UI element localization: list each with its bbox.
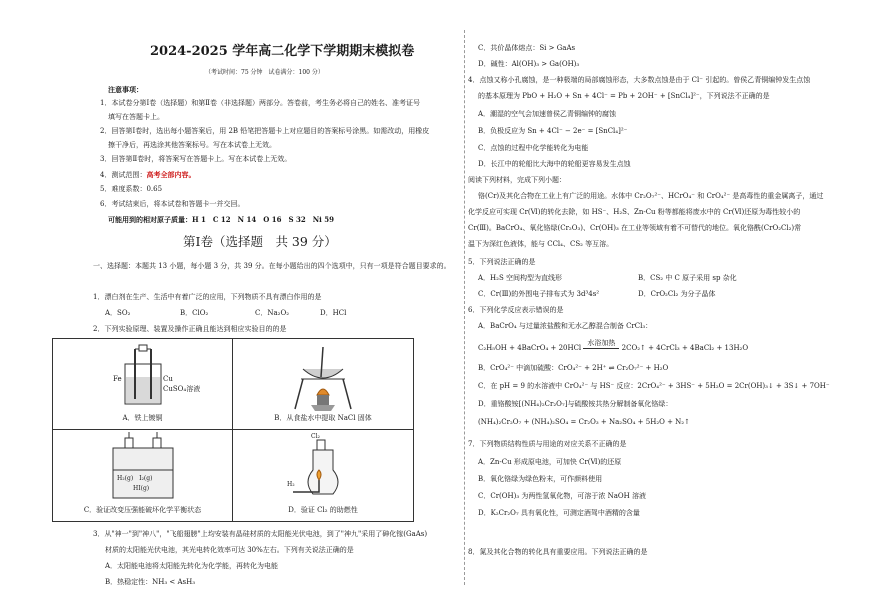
material-3: Cr(Ⅲ)。BaCrO₄、氧化铬绿(Cr₂O₃)、Cr(OH)₃ 在工业等领域有着不可替代的地位。氧化铬酰(CrO₂Cl₂)常 <box>468 224 802 232</box>
q1-option-b: B．ClO₂ <box>180 309 209 317</box>
q4-option-d: D．长江中的轮船比大海中的轮船更容易发生点蚀 <box>478 160 631 168</box>
q6-eq-left: C₂H₅OH + 4BaCrO₄ + 20HCl <box>478 344 582 352</box>
atomic-masses: 可能用到的相对原子质量：H 1 C 12 N 14 O 16 S 32 Ni 59 <box>108 215 334 224</box>
note-4 <box>100 170 195 180</box>
q7-option-b: B．氧化铬绿为绿色粉末，可作颜料使用 <box>478 475 603 483</box>
column-divider <box>464 30 465 585</box>
q1-option-c: C．Na₂O₂ <box>255 309 290 317</box>
cu-label: Cu <box>163 375 173 383</box>
q4-stem-2: 的基本原理为 PbO + H₂O + Sn + 4Cl⁻ = Pb + 2OH⁻ + [SnCl₄]²⁻，下列说法不正确的是 <box>478 92 770 100</box>
reading-intro: 阅读下列材料，完成下列小题： <box>468 176 566 184</box>
q6-option-d-2: (NH₄)₂Cr₂O₇ + (NH₄)₂SO₄ = Cr₂O₃ + Na₂SO₄ + 5H₂O + N₂↑ <box>478 418 690 426</box>
q4-stem-1: 4．点蚀又称小孔腐蚀，是一种极端的局部腐蚀形态，大多数点蚀是由于 Cl⁻ 引起的。曾侯乙青铜编钟发生点蚀 <box>468 76 811 84</box>
q6-option-a: A．BaCrO₄ 与过量浓盐酸和无水乙醇混合制备 CrCl₃： <box>478 322 653 330</box>
q2-caption-b: B．从食盐水中提取 NaCl 固体 <box>274 414 372 422</box>
q7-stem: 7．下列物质结构性质与用途的对应关系不正确的是 <box>468 440 627 448</box>
q7-option-c: C．Cr(OH)₃ 为两性氢氧化物，可溶于浓 NaOH 溶液 <box>478 492 646 500</box>
q5-option-b: B．CS₂ 中 C 原子采用 sp 杂化 <box>638 274 737 282</box>
q3-stem-2: 材质的太阳能光伏电池，其光电转化效率可达 30%左右。下列有关说法正确的是 <box>105 546 354 554</box>
q5-option-d: D．CrO₂Cl₂ 为分子晶体 <box>638 290 716 298</box>
q6-equation-a <box>478 339 749 354</box>
q6-option-d-1: D．重铬酸铵[(NH₄)₂Cr₂O₇]与硫酸铵共热分解制备氧化铬绿： <box>478 400 673 408</box>
note-5: 5．难度系数：0.65 <box>100 185 163 193</box>
cuso4-label: CuSO₄溶液 <box>163 385 201 393</box>
q6-stem: 6．下列化学反应表示错误的是 <box>468 306 564 314</box>
cl2-label: Cl₂ <box>311 433 320 440</box>
q2-apparatus-grid <box>52 338 414 522</box>
q1-option-d: D．HCl <box>320 309 347 317</box>
h2-i2-label: H₂(g) I₂(g) <box>117 475 153 482</box>
q3-option-d: D．碱性：Al(OH)₃ > Ga(OH)₃ <box>478 60 580 68</box>
q5-option-a: A．H₂S 空间构型为直线形 <box>478 274 562 282</box>
h2-label: H₂ <box>287 481 295 488</box>
q6-option-c: C．在 pH = 9 的水溶液中 CrO₄²⁻ 与 HS⁻ 反应：2CrO₄²⁻ + 3HS⁻ + 5H₂O = 2Cr(OH)₃↓ + 3S↓ + 7OH⁻ <box>478 382 830 390</box>
fe-label: Fe <box>113 375 122 383</box>
note-4-label: 4．测试范围： <box>100 171 147 179</box>
material-2: 化学反应可实现 Cr(Ⅵ)的转化去除，如 HS⁻、H₂S、Zn-Cu 粉等都能将废水中的 Cr(Ⅵ)还原为毒性较小的 <box>468 208 801 216</box>
note-6: 6．考试结束后，将本试卷和答题卡一并交回。 <box>100 200 245 208</box>
q2-caption-d: D．验证 Cl₂ 的助燃性 <box>288 506 358 514</box>
q3-option-a: A．太阳能电池将太阳能先转化为化学能，再转化为电能 <box>105 562 279 570</box>
q2-cell-c <box>53 430 233 521</box>
q8-stem: 8．氮及其化合物的转化具有重要应用。下列说法正确的是 <box>468 548 648 556</box>
notes-heading: 注意事项： <box>108 85 143 94</box>
q2-caption-a: A．铁上镀铜 <box>122 414 163 422</box>
material-1: 铬(Cr)及其化合物在工业上有广泛的用途。水体中 Cr₂O₇²⁻、HCrO₄⁻ 和 CrO₄²⁻ 是高毒性的重金属离子，通过 <box>478 192 824 200</box>
hi-label: HI(g) <box>133 485 150 492</box>
note-1b: 填写在答题卡上。 <box>108 113 164 121</box>
q5-option-c: C．Cr(Ⅲ)的外围电子排布式为 3d³4s² <box>478 290 600 298</box>
q2-caption-c: C．验证改变压强能破坏化学平衡状态 <box>83 506 202 514</box>
q7-option-a: A．Zn-Cu 形成原电池，可加快 Cr(Ⅵ)的还原 <box>478 458 622 466</box>
q3-option-c: C．共价晶体熔点：Si > GaAs <box>478 44 576 52</box>
section-intro: 一、选择题：本题共 13 小题，每小题 3 分，共 39 分。在每小题给出的四个选项中，只有一项是符合题目要求的。 <box>93 262 451 270</box>
q6-option-b: B．CrO₄²⁻ 中滴加硫酸：CrO₄²⁻ + 2H⁺ ⇌ Cr₂O₇²⁻ + H₂O <box>478 364 669 372</box>
exam-subtitle: （考试时间：75 分钟 试卷满分：100 分） <box>205 69 324 76</box>
q4-option-b: B．负极反应为 Sn + 4Cl⁻ − 2e⁻ = [SnCl₄]²⁻ <box>478 127 628 135</box>
note-4-scope: 高考全部内容。 <box>146 170 196 179</box>
note-1a: 1．本试卷分第Ⅰ卷（选择题）和第Ⅱ卷（非选择题）两部分。答卷前，考生务必将自己的姓名、准考证号 <box>100 99 420 107</box>
q6-eq-right: 2CO₂↑ + 4CrCl₃ + 4BaCl₂ + 13H₂O <box>621 344 749 352</box>
q2-cell-a <box>53 339 233 430</box>
q2-cell-b <box>233 339 413 430</box>
material-4: 温下为深红色液体，能与 CCl₄、CS₂ 等互溶。 <box>468 240 614 248</box>
q1-stem: 1．漂白剂在生产、生活中有着广泛的应用，下列物质不具有漂白作用的是 <box>93 293 322 301</box>
note-2b: 擦干净后，再选涂其他答案标号。写在本试卷上无效。 <box>108 141 276 149</box>
q7-option-d: D．K₂Cr₂O₇ 具有氧化性，可测定酒驾中酒精的含量 <box>478 509 640 517</box>
q5-stem: 5．下列说法正确的是 <box>468 258 536 266</box>
q2-cell-d <box>233 430 413 521</box>
q1-option-a: A．SO₂ <box>105 309 131 317</box>
q6-eq-condition: 水浴加热 <box>583 339 619 349</box>
q4-option-c: C．点蚀的过程中化学能转化为电能 <box>478 144 589 152</box>
exam-title: 2024-2025 学年高二化学下学期期末模拟卷 <box>150 44 415 59</box>
q3-option-b: B．热稳定性：NH₃ < AsH₃ <box>105 578 196 586</box>
section-title: 第Ⅰ卷（选择题 共 39 分） <box>183 234 337 249</box>
q4-option-a: A．潮湿的空气会加速曾侯乙青铜编钟的腐蚀 <box>478 110 617 118</box>
note-3: 3．回答第Ⅱ卷时，将答案写在答题卡上。写在本试卷上无效。 <box>100 155 292 163</box>
note-2a: 2．回答第Ⅰ卷时，选出每小题答案后，用 2B 铅笔把答题卡上对应题目的答案标号涂黑。如需改动，用橡皮 <box>100 127 430 135</box>
q2-stem: 2．下列实验原理、装置及操作正确且能达到相应实验目的的是 <box>93 325 287 333</box>
q3-stem-1: 3．从"神一"到"神八"，"飞船翅膀"上均安装有晶硅材质的太阳能光伏电池，到了"神九"采用了砷化镓(GaAs) <box>93 530 428 538</box>
